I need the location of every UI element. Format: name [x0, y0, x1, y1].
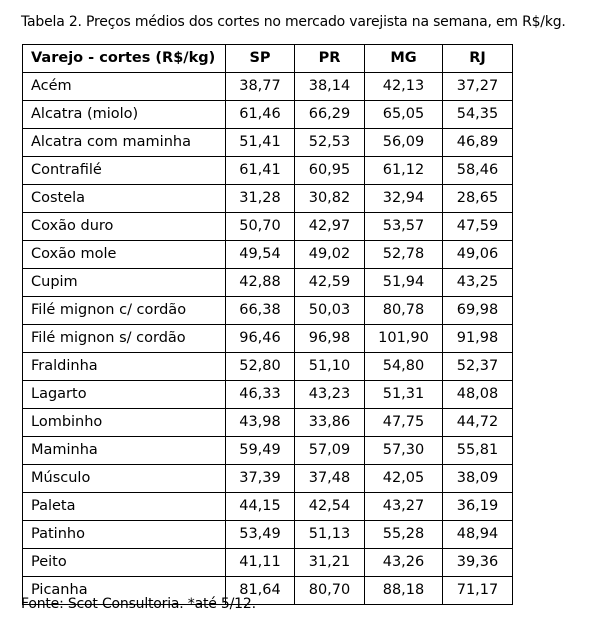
cut-name: Lombinho — [23, 409, 226, 437]
price-sp: 51,41 — [226, 129, 295, 157]
price-pr: 50,03 — [295, 297, 365, 325]
cut-name: Lagarto — [23, 381, 226, 409]
price-mg: 54,80 — [365, 353, 443, 381]
price-rj: 71,17 — [443, 577, 513, 605]
price-pr: 42,59 — [295, 269, 365, 297]
table-row — [23, 213, 513, 241]
cut-name: Filé mignon s/ cordão — [23, 325, 226, 353]
price-rj: 69,98 — [443, 297, 513, 325]
cut-name: Patinho — [23, 521, 226, 549]
cut-name: Contrafilé — [23, 157, 226, 185]
price-rj: 47,59 — [443, 213, 513, 241]
cut-name: Alcatra com maminha — [23, 129, 226, 157]
price-mg: 42,05 — [365, 465, 443, 493]
table-row — [23, 437, 513, 465]
price-rj: 48,08 — [443, 381, 513, 409]
table-row — [23, 521, 513, 549]
price-sp: 43,98 — [226, 409, 295, 437]
price-pr: 43,23 — [295, 381, 365, 409]
price-rj: 91,98 — [443, 325, 513, 353]
price-mg: 52,78 — [365, 241, 443, 269]
price-rj: 52,37 — [443, 353, 513, 381]
header-mg: MG — [365, 45, 443, 73]
price-rj: 54,35 — [443, 101, 513, 129]
table-row — [23, 241, 513, 269]
cut-name: Peito — [23, 549, 226, 577]
price-sp: 61,41 — [226, 157, 295, 185]
price-mg: 51,94 — [365, 269, 443, 297]
table-row — [23, 381, 513, 409]
price-pr: 49,02 — [295, 241, 365, 269]
price-mg: 42,13 — [365, 73, 443, 101]
table-row — [23, 73, 513, 101]
price-rj: 55,81 — [443, 437, 513, 465]
price-sp: 37,39 — [226, 465, 295, 493]
price-mg: 56,09 — [365, 129, 443, 157]
price-rj: 37,27 — [443, 73, 513, 101]
price-mg: 65,05 — [365, 101, 443, 129]
header-cut: Varejo - cortes (R$/kg) — [23, 45, 226, 73]
cut-name: Paleta — [23, 493, 226, 521]
table-row — [23, 157, 513, 185]
price-sp: 46,33 — [226, 381, 295, 409]
price-mg: 51,31 — [365, 381, 443, 409]
cut-name: Acém — [23, 73, 226, 101]
table-row — [23, 549, 513, 577]
price-mg: 43,26 — [365, 549, 443, 577]
price-sp: 59,49 — [226, 437, 295, 465]
price-rj: 28,65 — [443, 185, 513, 213]
price-sp: 41,11 — [226, 549, 295, 577]
price-sp: 50,70 — [226, 213, 295, 241]
price-mg: 53,57 — [365, 213, 443, 241]
price-pr: 42,54 — [295, 493, 365, 521]
table-row — [23, 493, 513, 521]
price-sp: 66,38 — [226, 297, 295, 325]
price-rj: 46,89 — [443, 129, 513, 157]
header-pr: PR — [295, 45, 365, 73]
price-rj: 36,19 — [443, 493, 513, 521]
price-rj: 43,25 — [443, 269, 513, 297]
header-rj: RJ — [443, 45, 513, 73]
table-row — [23, 325, 513, 353]
price-sp: 44,15 — [226, 493, 295, 521]
price-pr: 31,21 — [295, 549, 365, 577]
price-pr: 42,97 — [295, 213, 365, 241]
price-pr: 96,98 — [295, 325, 365, 353]
cut-name: Maminha — [23, 437, 226, 465]
cut-name: Alcatra (miolo) — [23, 101, 226, 129]
price-mg: 47,75 — [365, 409, 443, 437]
price-sp: 53,49 — [226, 521, 295, 549]
price-pr: 80,70 — [295, 577, 365, 605]
price-rj: 39,36 — [443, 549, 513, 577]
cut-name: Cupim — [23, 269, 226, 297]
price-pr: 57,09 — [295, 437, 365, 465]
table-header-row — [23, 45, 513, 73]
price-pr: 51,10 — [295, 353, 365, 381]
price-pr: 33,86 — [295, 409, 365, 437]
price-table — [22, 44, 513, 605]
price-pr: 37,48 — [295, 465, 365, 493]
table-row — [23, 101, 513, 129]
cut-name: Filé mignon c/ cordão — [23, 297, 226, 325]
price-pr: 60,95 — [295, 157, 365, 185]
cut-name: Fraldinha — [23, 353, 226, 381]
price-pr: 66,29 — [295, 101, 365, 129]
price-rj: 44,72 — [443, 409, 513, 437]
price-mg: 101,90 — [365, 325, 443, 353]
price-mg: 55,28 — [365, 521, 443, 549]
table-row — [23, 269, 513, 297]
table-row — [23, 129, 513, 157]
price-mg: 88,18 — [365, 577, 443, 605]
price-sp: 96,46 — [226, 325, 295, 353]
price-pr: 52,53 — [295, 129, 365, 157]
price-rj: 48,94 — [443, 521, 513, 549]
table-row — [23, 353, 513, 381]
price-rj: 49,06 — [443, 241, 513, 269]
table-row — [23, 297, 513, 325]
price-rj: 58,46 — [443, 157, 513, 185]
price-mg: 61,12 — [365, 157, 443, 185]
source-footnote: Fonte: Scot Consultoria. *até 5/12. — [21, 596, 256, 612]
price-sp: 61,46 — [226, 101, 295, 129]
price-mg: 32,94 — [365, 185, 443, 213]
price-pr: 38,14 — [295, 73, 365, 101]
table-row — [23, 409, 513, 437]
price-mg: 80,78 — [365, 297, 443, 325]
price-mg: 43,27 — [365, 493, 443, 521]
table-caption: Tabela 2. Preços médios dos cortes no mercado varejista na semana, em R$/kg. — [21, 14, 566, 30]
cut-name: Picanha — [23, 577, 226, 605]
cut-name: Coxão mole — [23, 241, 226, 269]
price-pr: 30,82 — [295, 185, 365, 213]
price-sp: 38,77 — [226, 73, 295, 101]
table-row — [23, 465, 513, 493]
price-sp: 31,28 — [226, 185, 295, 213]
cut-name: Músculo — [23, 465, 226, 493]
price-sp: 49,54 — [226, 241, 295, 269]
price-sp: 42,88 — [226, 269, 295, 297]
price-sp: 81,64 — [226, 577, 295, 605]
cut-name: Coxão duro — [23, 213, 226, 241]
cut-name: Costela — [23, 185, 226, 213]
price-rj: 38,09 — [443, 465, 513, 493]
price-sp: 52,80 — [226, 353, 295, 381]
price-pr: 51,13 — [295, 521, 365, 549]
header-sp: SP — [226, 45, 295, 73]
price-mg: 57,30 — [365, 437, 443, 465]
table-row — [23, 185, 513, 213]
